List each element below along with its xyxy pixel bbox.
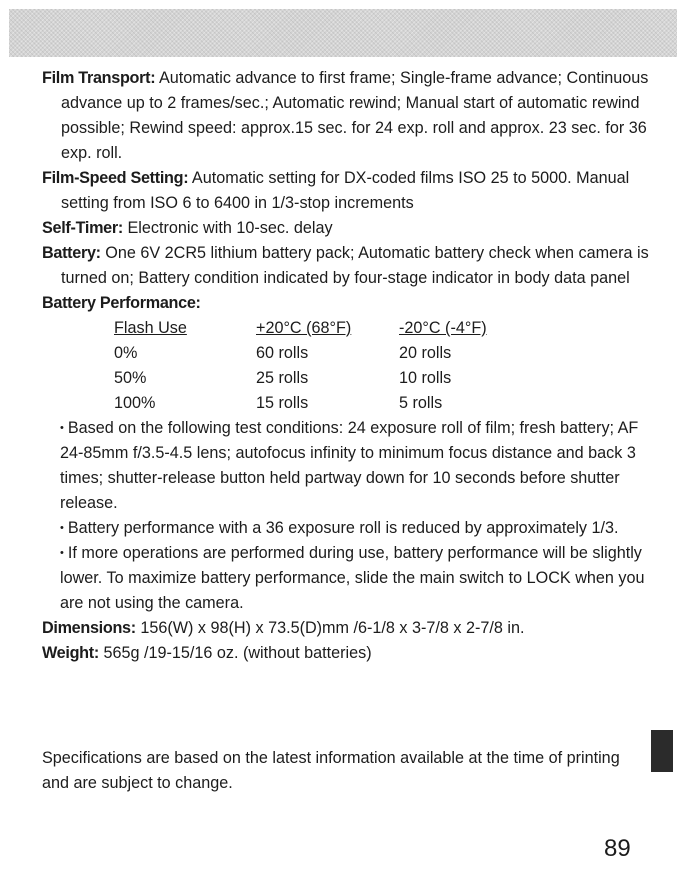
spec-label: Film Transport:: [42, 69, 156, 87]
table-cell: 25 rolls: [256, 369, 309, 387]
spec-label: Film-Speed Setting:: [42, 169, 189, 187]
note-text: Battery performance with a 36 exposure roll is reduced by approximately 1/3.: [67, 519, 619, 537]
note-text: If more operations are performed during use, battery performance will be slightly lower. To maximize battery performance, slide the main switch to LOCK when you are not using the camera.: [60, 544, 645, 612]
spec-film-speed-setting: [42, 166, 652, 216]
spec-battery: [42, 241, 652, 291]
page-number: 89: [604, 835, 631, 862]
spec-label: Weight:: [42, 644, 99, 662]
spec-film-transport: [42, 66, 652, 166]
battery-note: [42, 541, 652, 616]
bullet-icon: •: [60, 547, 64, 559]
table-header-row: [114, 316, 487, 341]
table-cell: 15 rolls: [256, 394, 309, 412]
spec-battery-performance: [42, 291, 652, 316]
table-cell: 10 rolls: [399, 369, 452, 387]
table-row: [114, 341, 487, 366]
table-cell: 0%: [114, 344, 138, 362]
spec-weight: [42, 641, 652, 666]
table-row: [114, 391, 487, 416]
spec-dimensions: [42, 616, 652, 641]
specifications-disclaimer: Specifications are based on the latest information available at the time of printing and are subject to change.: [42, 749, 620, 792]
bullet-icon: •: [60, 522, 64, 534]
spec-self-timer: [42, 216, 652, 241]
spec-value: One 6V 2CR5 lithium battery pack; Automatic battery check when camera is turned on; Battery condition indicated by four-stage indicator in body data panel: [61, 244, 649, 287]
battery-performance-table: [114, 316, 487, 416]
column-header-plus-20c: +20°C (68°F): [256, 319, 352, 337]
spec-label: Battery Performance:: [42, 294, 201, 312]
spec-label: Dimensions:: [42, 619, 136, 637]
spec-value: Automatic advance to first frame; Single-frame advance; Continuous advance up to 2 frames/sec.; Automatic rewind; Manual start of automatic rewind possible; Rewind speed: approx.15 sec. for 24 exp. roll and approx. 23 sec. for 36 exp. roll.: [61, 69, 649, 162]
table-cell: 100%: [114, 394, 156, 412]
table-cell: 60 rolls: [256, 344, 309, 362]
spec-label: Battery:: [42, 244, 101, 262]
table-cell: 5 rolls: [399, 394, 443, 412]
table-cell: 20 rolls: [399, 344, 452, 362]
battery-note: [42, 416, 652, 516]
table-cell: 50%: [114, 369, 147, 387]
column-header-flash-use: Flash Use: [114, 319, 187, 337]
spec-value: Electronic with 10-sec. delay: [127, 219, 333, 237]
spec-value: 565g /19-15/16 oz. (without batteries): [103, 644, 372, 662]
battery-note: [42, 516, 652, 541]
header-band: [9, 9, 677, 57]
spec-value: 156(W) x 98(H) x 73.5(D)mm /6-1/8 x 3-7/8 x 2-7/8 in.: [140, 619, 525, 637]
specifications-section: [42, 66, 652, 666]
bullet-icon: •: [60, 422, 64, 434]
note-text: Based on the following test conditions: 24 exposure roll of film; fresh battery; AF 24-85mm f/3.5-4.5 lens; autofocus infinity to minimum focus distance and back 3 times; shutter-release button held partway down for 10 seconds before shutter release.: [60, 419, 639, 512]
section-tab-marker: [651, 730, 673, 772]
column-header-minus-20c: -20°C (-4°F): [399, 319, 487, 337]
table-row: [114, 366, 487, 391]
spec-label: Self-Timer:: [42, 219, 123, 237]
spec-value: Automatic setting for DX-coded films ISO 25 to 5000. Manual setting from ISO 6 to 6400 in 1/3-stop increments: [61, 169, 630, 212]
